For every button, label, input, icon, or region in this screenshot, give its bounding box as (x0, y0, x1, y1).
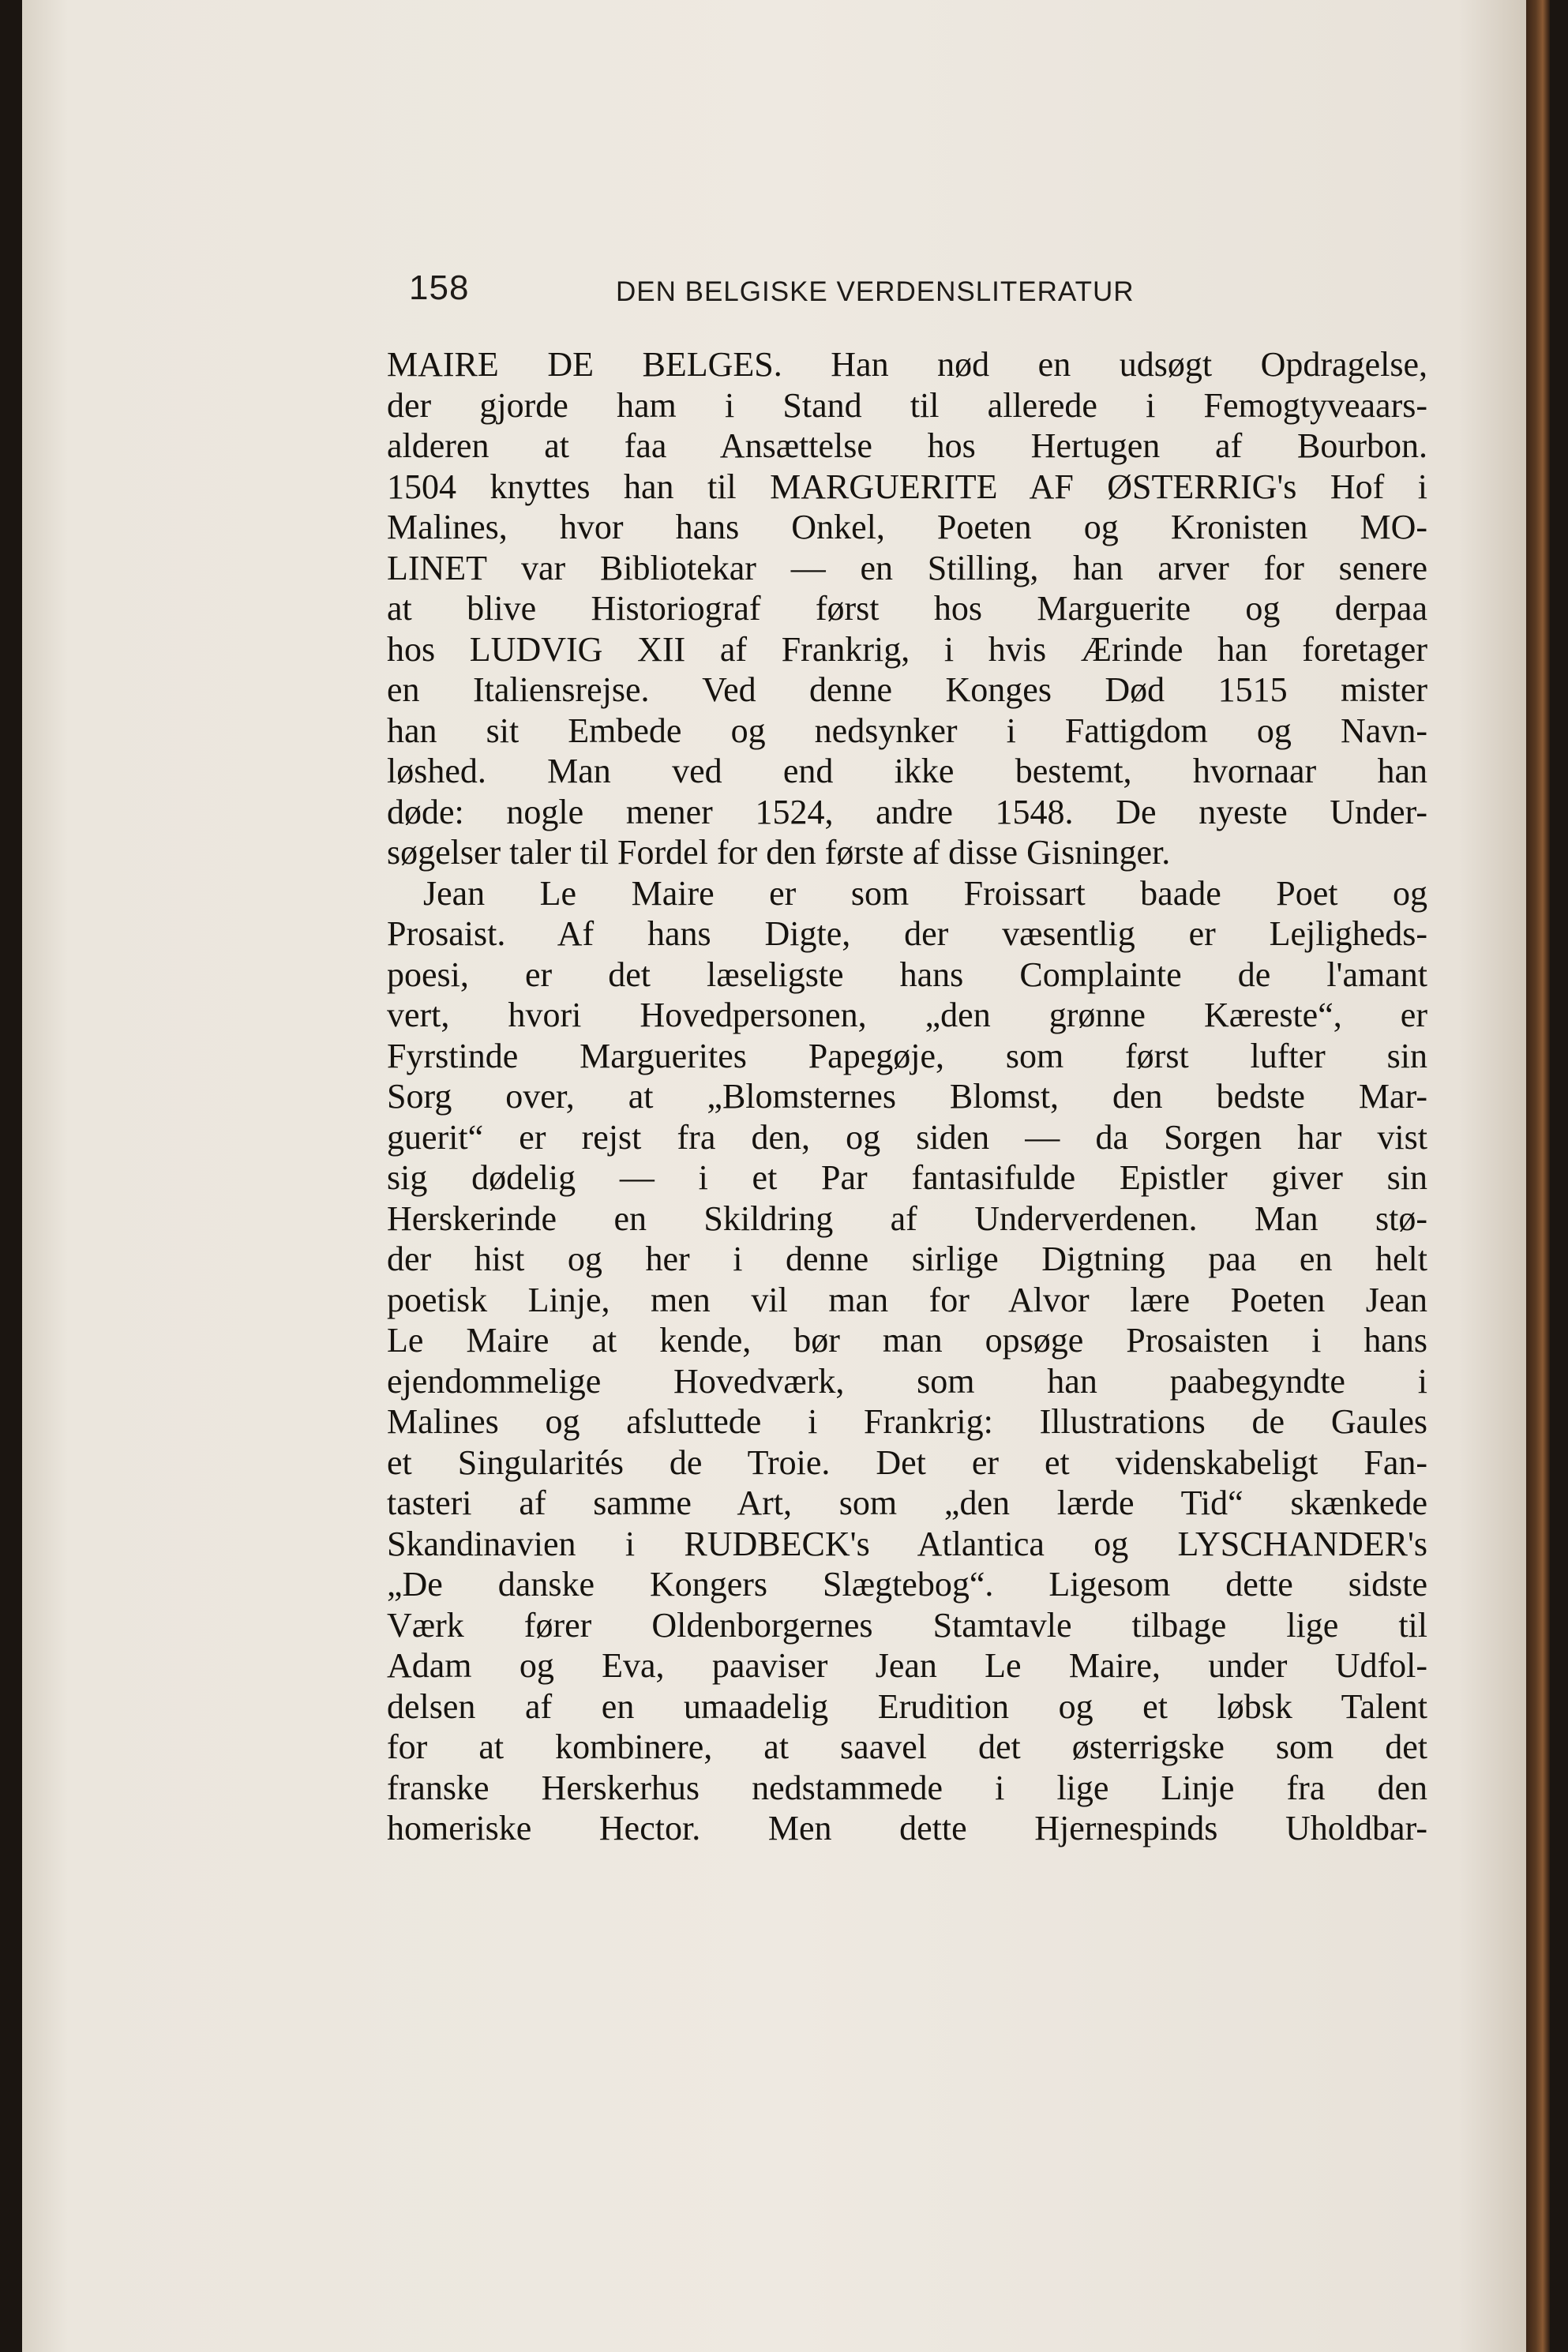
text-line: Le Maire at kende, bør man opsøge Prosaisten i hans (387, 1321, 1427, 1360)
text-line: sig dødelig — i et Par fantasifulde Epistler giver sin (387, 1158, 1427, 1197)
text-line: der hist og her i denne sirlige Digtning paa en helt (387, 1240, 1427, 1278)
text-line: „De danske Kongers Slægtebog“. Ligesom dette sidste (387, 1565, 1427, 1604)
text-line: der gjorde ham i Stand til allerede i Femogtyveaars- (387, 385, 1427, 425)
text-line: homeriske Hector. Men dette Hjernespinds Uholdbar- (387, 1809, 1427, 1847)
running-head-title: DEN BELGISKE VERDENSLITERATUR (616, 276, 1135, 307)
text-line: MAIRE DE BELGES. Han nød en udsøgt Opdragelse, (387, 345, 1427, 384)
text-line: løshed. Man ved end ikke bestemt, hvornaar han (387, 752, 1427, 790)
text-line: han sit Embede og nedsynker i Fattigdom og Navn- (387, 711, 1427, 750)
text-line: vert, hvori Hovedpersonen, „den grønne Kæreste“, er (387, 996, 1427, 1034)
paragraph-start-line: Jean Le Maire er som Froissart baade Poet og (423, 873, 1427, 913)
text-line: guerit“ er rejst fra den, og siden — da Sorgen har vist (387, 1117, 1427, 1157)
book-page (22, 0, 1550, 2352)
book-spine-edge (1526, 0, 1550, 2352)
text-line: poetisk Linje, men vil man for Alvor lære Poeten Jean (387, 1280, 1427, 1319)
text-line: Adam og Eva, paaviser Jean Le Maire, under Udfol- (387, 1646, 1427, 1685)
text-line: Malines, hvor hans Onkel, Poeten og Kronisten MO- (387, 508, 1427, 546)
text-line: et Singularités de Troie. Det er et videnskabeligt Fan- (387, 1442, 1427, 1482)
text-line: hos LUDVIG XII af Frankrig, i hvis Ærinde han foretager (387, 629, 1427, 669)
body-text (387, 344, 1427, 1849)
text-line: poesi, er det læseligste hans Complainte de l'amant (387, 955, 1427, 994)
text-line: franske Herskerhus nedstammede i lige Linje fra den (387, 1768, 1427, 1807)
text-line: delsen af en umaadelig Erudition og et løbsk Talent (387, 1686, 1427, 1726)
text-line: tasteri af samme Art, som „den lærde Tid“ skænkede (387, 1484, 1427, 1522)
text-line: Prosaist. Af hans Digte, der væsentlig er Lejligheds- (387, 914, 1427, 953)
text-line: døde: nogle mener 1524, andre 1548. De nyeste Under- (387, 792, 1427, 831)
text-line: Skandinavien i RUDBECK's Atlantica og LYSCHANDER's (387, 1524, 1427, 1563)
paragraph-end-line: søgelser taler til Fordel for den første af disse Gisninger. (387, 833, 1171, 872)
text-line: for at kombinere, at saavel det østerrigske som det (387, 1727, 1427, 1766)
page-number: 158 (409, 268, 470, 307)
text-line: Malines og afsluttede i Frankrig: Illustrations de Gaules (387, 1402, 1427, 1441)
text-line: 1504 knyttes han til MARGUERITE AF ØSTERRIG's Hof i (387, 467, 1427, 506)
text-line: Fyrstinde Marguerites Papegøje, som først lufter sin (387, 1036, 1427, 1075)
text-line: Sorg over, at „Blomsternes Blomst, den bedste Mar- (387, 1077, 1427, 1116)
text-line: Værk fører Oldenborgernes Stamtavle tilbage lige til (387, 1605, 1427, 1645)
text-line: en Italiensrejse. Ved denne Konges Død 1515 mister (387, 670, 1427, 709)
text-line: Herskerinde en Skildring af Underverdenen. Man stø- (387, 1199, 1427, 1238)
text-line: ejendommelige Hovedværk, som han paabegyndte i (387, 1361, 1427, 1401)
text-line: alderen at faa Ansættelse hos Hertugen af Bourbon. (387, 426, 1427, 465)
running-head (409, 268, 1427, 316)
text-line: at blive Historiograf først hos Marguerite og derpaa (387, 589, 1427, 628)
text-line: LINET var Bibliotekar — en Stilling, han arver for senere (387, 548, 1427, 587)
